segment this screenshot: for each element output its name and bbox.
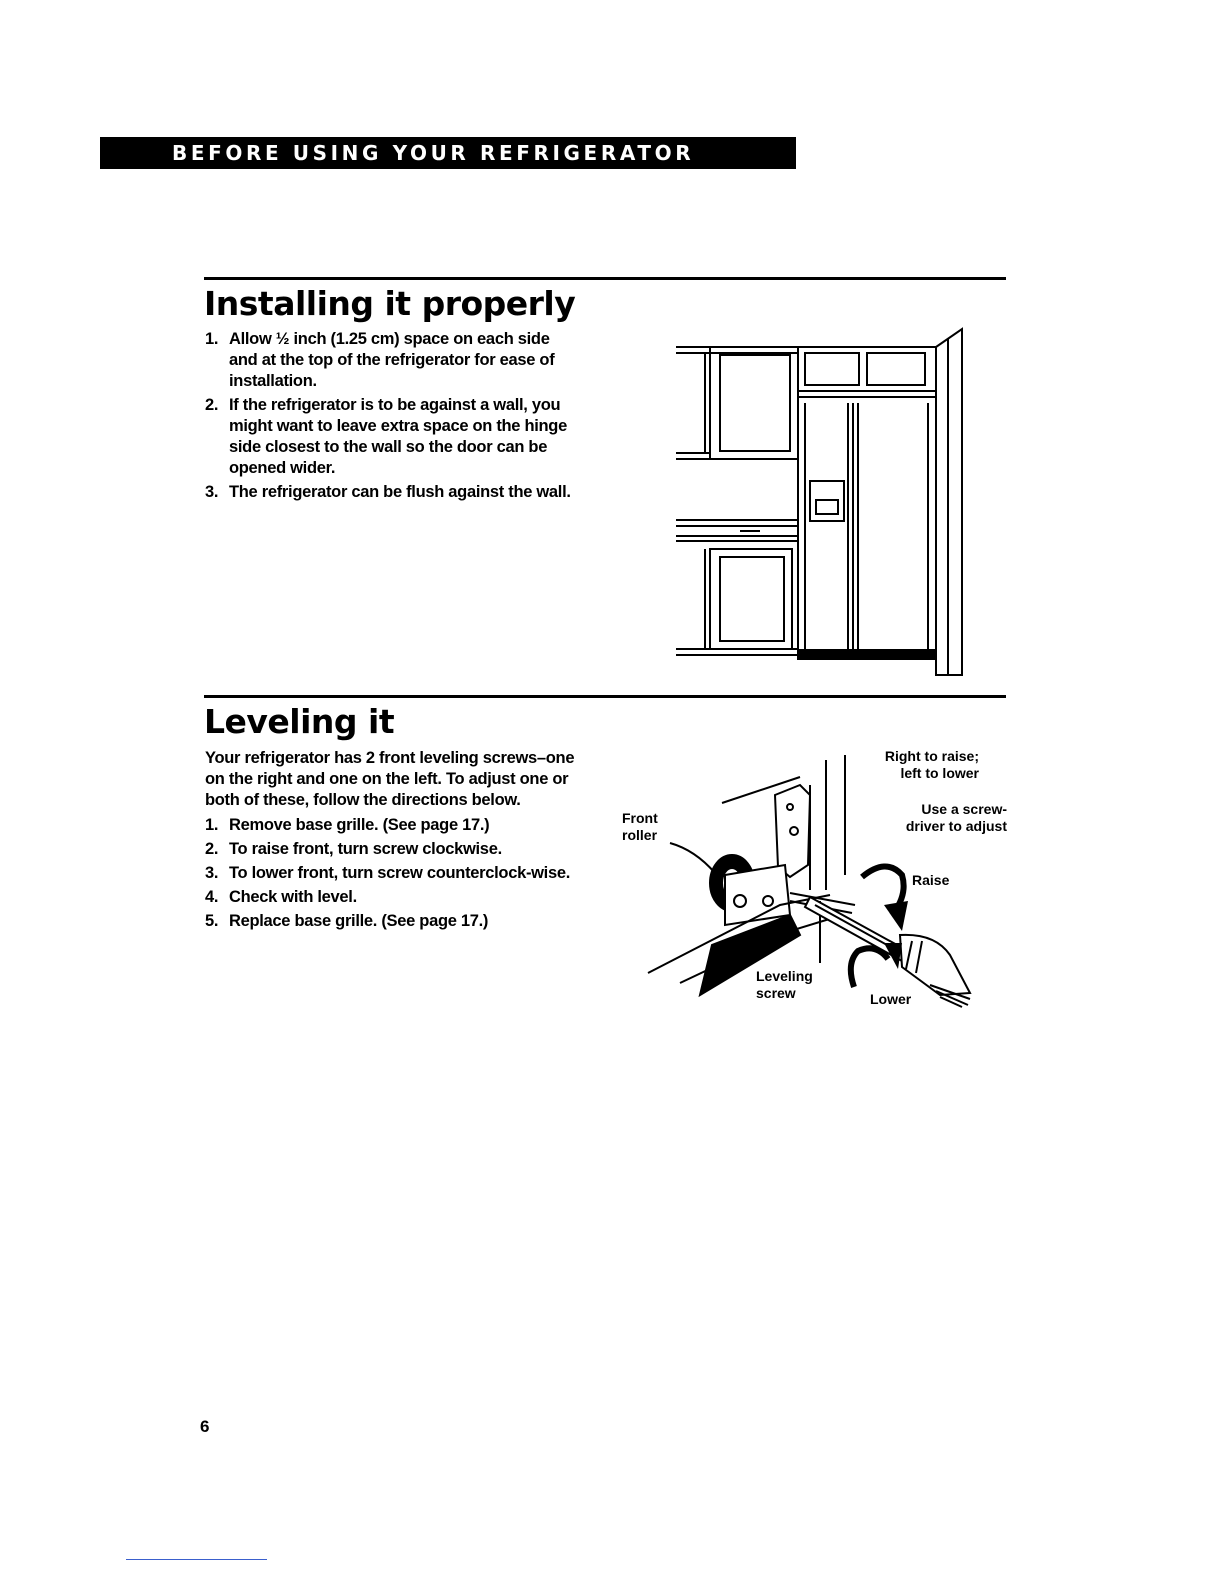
- label-use-screwdriver: Use a screw- driver to adjust: [905, 801, 1007, 834]
- step-number: 5.: [205, 912, 219, 930]
- step-number: 3.: [205, 864, 219, 882]
- step-text: To raise front, turn screw clockwise.: [229, 840, 502, 858]
- list-item: [205, 839, 590, 860]
- label-raise: Raise: [912, 872, 950, 888]
- section-rule-installing: [204, 277, 1006, 280]
- step-number: 2.: [205, 396, 219, 414]
- step-number: 1.: [205, 816, 219, 834]
- label-lower: Lower: [870, 991, 912, 1007]
- step-text: If the refrigerator is to be against a wall, you might want to leave extra space on the hinge side closest to the wall so the door can be opened wider.: [229, 396, 567, 477]
- section-rule-leveling: [204, 695, 1006, 698]
- installing-title: Installing it properly: [204, 284, 576, 323]
- footer-divider: [126, 1559, 267, 1560]
- step-text: To lower front, turn screw counterclock-wise.: [229, 864, 571, 882]
- page-number: 6: [200, 1417, 210, 1436]
- list-item: [205, 911, 590, 932]
- list-item: [205, 815, 590, 836]
- list-item: [205, 863, 590, 884]
- section-banner: BEFORE USING YOUR REFRIGERATOR: [100, 137, 796, 169]
- step-number: 4.: [205, 888, 219, 906]
- step-number: 1.: [205, 330, 219, 348]
- list-item: [205, 395, 580, 479]
- installing-steps: [205, 329, 580, 506]
- step-text: The refrigerator can be flush against the wall.: [229, 483, 571, 501]
- refrigerator-installation-illustration: [670, 325, 970, 680]
- step-text: Check with level.: [229, 888, 357, 906]
- step-number: 2.: [205, 840, 219, 858]
- step-text: Allow ½ inch (1.25 cm) space on each side and at the top of the refrigerator for ease of installation.: [229, 330, 555, 390]
- label-front-roller: Front roller: [622, 810, 658, 843]
- label-right-to-raise: Right to raise; left to lower: [884, 748, 979, 781]
- leveling-text: [205, 748, 590, 935]
- list-item: [205, 887, 590, 908]
- list-item: [205, 329, 580, 392]
- list-item: [205, 482, 580, 503]
- leveling-title: Leveling it: [204, 702, 395, 741]
- leveling-intro: Your refrigerator has 2 front leveling screws–one on the right and one on the left. To adjust one or both of these, follow the directions below.: [205, 749, 575, 809]
- label-leveling-screw: Leveling screw: [756, 968, 813, 1001]
- step-text: Remove base grille. (See page 17.): [229, 816, 490, 834]
- step-text: Replace base grille. (See page 17.): [229, 912, 489, 930]
- step-number: 3.: [205, 483, 219, 501]
